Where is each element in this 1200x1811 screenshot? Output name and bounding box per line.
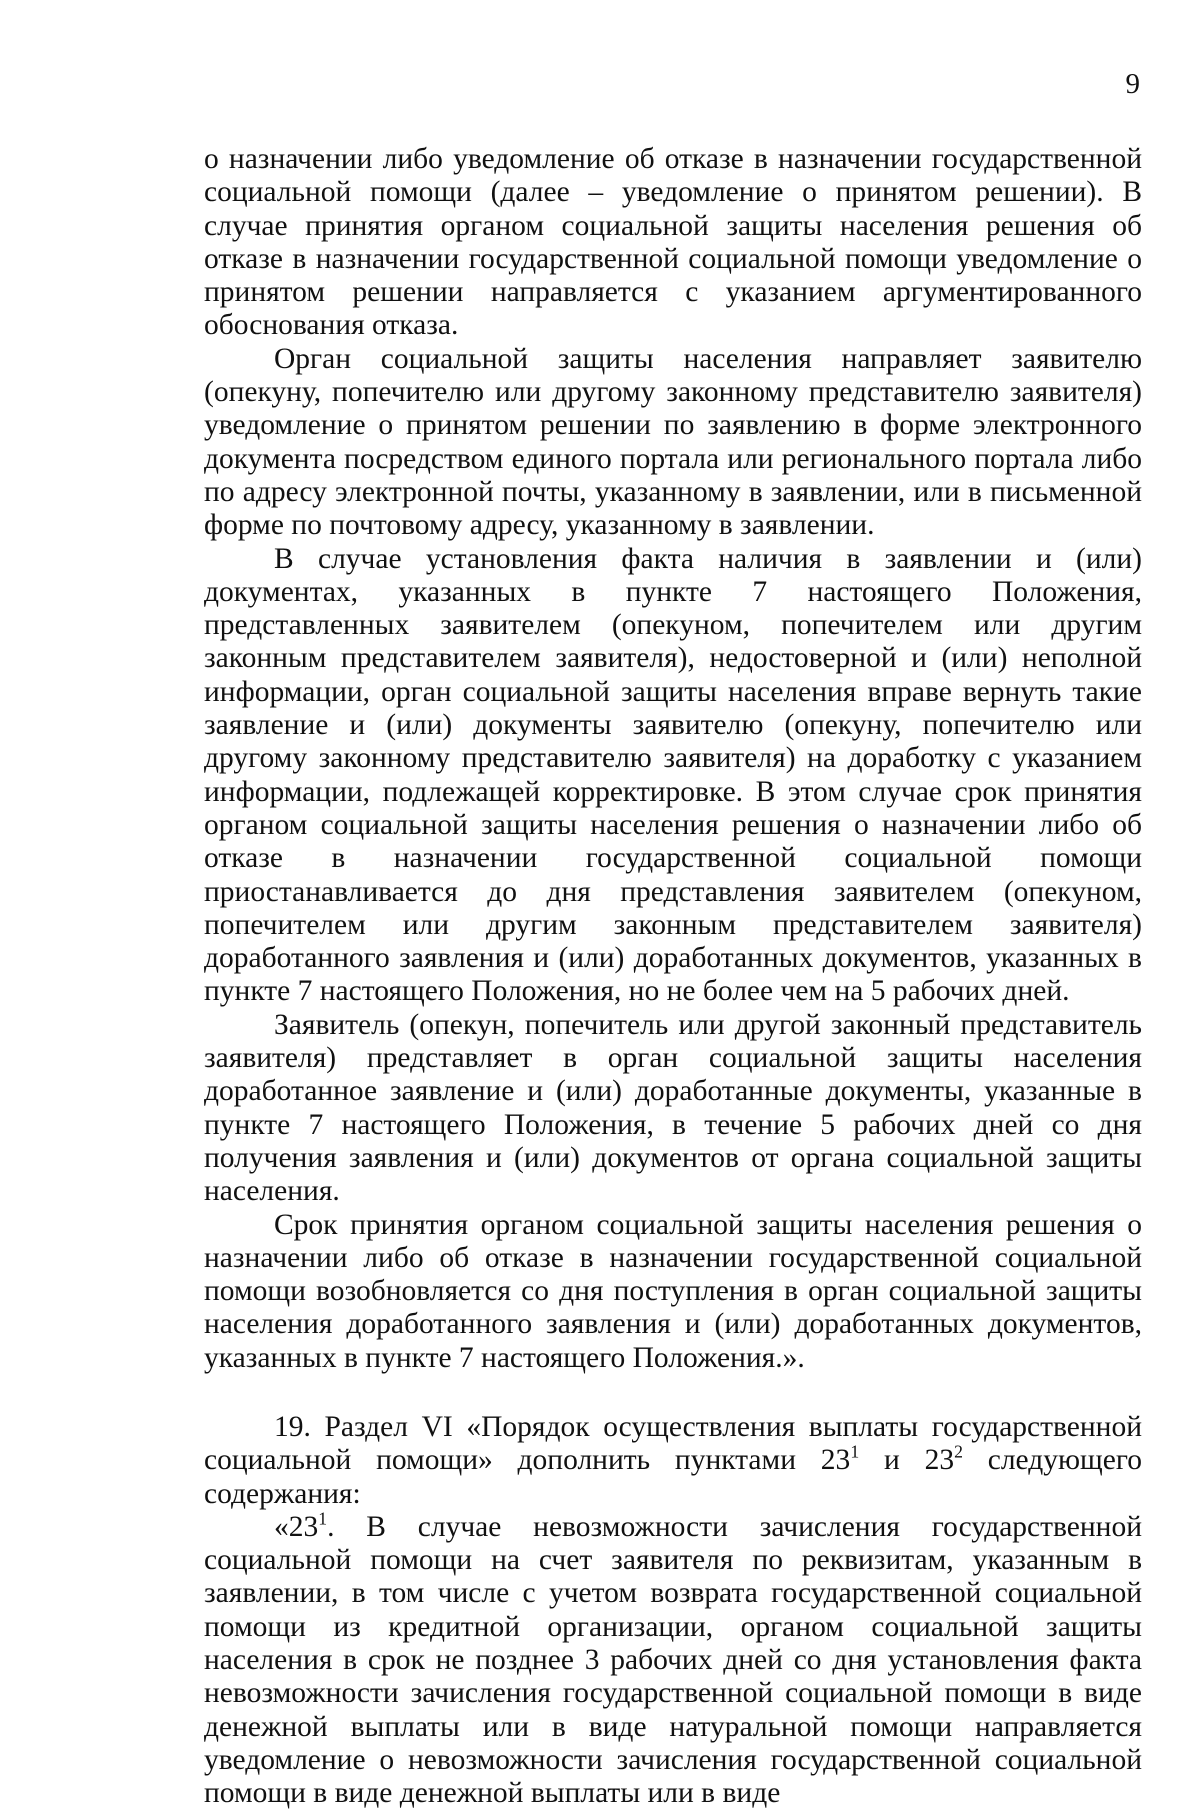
item-19-text-start: 19. Раздел VI «Порядок осуществления выплаты государственной социальной помощи» дополнить пунктами 23	[204, 1410, 1142, 1477]
item-19-superscript-1: 1	[850, 1441, 860, 1462]
paragraph-inaccurate-information: В случае установления факта наличия в заявлении и (или) документах, указанных в пункте 7 настоящего Положения, представленных заявителем (опекуном, попечителем или другим законным представителем заявителя), недостоверной и (или) неполной информации, орган социальной защиты населения вправе вернуть такие заявление и (или) документы заявителю (опекуну, попечителю или другому законному представителю заявителя) на доработку с указанием информации, подлежащей корректировке. В этом случае срок принятия органом социальной защиты населения решения о назначении либо об отказе в назначении государственной социальной помощи приостанавливается до дня представления заявителем (опекуном, попечителем или другим законным представителем заявителя) доработанного заявления и (или) доработанных документов, указанных в пункте 7 настоящего Положения, но не более чем на 5 рабочих дней.	[204, 542, 1142, 1008]
item-19-text-middle: и 23	[859, 1444, 955, 1477]
page-number: 9	[1125, 68, 1140, 100]
document-body	[204, 143, 1142, 1811]
paragraph-term-resumption: Срок принятия органом социальной защиты населения решения о назначении либо об отказе в назначении государственной социальной помощи возобновляется со дня поступления в орган социальной защиты населения доработанного заявления и (или) доработанных документов, указанных в пункте 7 настоящего Положения.».	[204, 1208, 1142, 1374]
item-23-1-prefix: «23	[274, 1510, 319, 1543]
item-23-1-superscript: 1	[318, 1508, 328, 1529]
item-19-superscript-2: 2	[954, 1441, 963, 1462]
paragraph-notice-continuation: о назначении либо уведомление об отказе в назначении государственной социальной помощи (далее – уведомление о принятом решении). В случае принятия органом социальной защиты населения решения об отказе в назначении государственной социальной помощи уведомление о принятом решении направляется с указанием аргументированного обоснования отказа.	[204, 143, 1142, 342]
paragraph-revised-submission: Заявитель (опекун, попечитель или другой законный представитель заявителя) представляет в орган социальной защиты населения доработанное заявление и (или) доработанные документы, указанные в пункте 7 настоящего Положения, в течение 5 рабочих дней со дня получения заявления и (или) документов от органа социальной защиты населения.	[204, 1008, 1142, 1208]
paragraph-item-19	[204, 1411, 1142, 1511]
item-19-text-end: следующего содержания:	[204, 1444, 1142, 1510]
paragraph-notification-method: Орган социальной защиты населения направляет заявителю (опекуну, попечителю или другому законному представителю заявителя) уведомление о принятом решении по заявлению в форме электронного документа посредством единого портала или регионального портала либо по адресу электронной почты, указанному в заявлении, или в письменной форме по почтовому адресу, указанному в заявлении.	[204, 342, 1142, 542]
item-23-1-text: . В случае невозможности зачисления государственной социальной помощи на счет заявителя по реквизитам, указанным в заявлении, в том числе с учетом возврата государственной социальной помощи из кредитной организации, органом социальной защиты населения в срок не позднее 3 рабочих дней со дня установления факта невозможности зачисления государственной социальной помощи в виде денежной выплаты или в виде натуральной помощи направляется уведомление о невозможности зачисления государственной социальной помощи в виде денежной выплаты или в виде	[204, 1510, 1142, 1810]
paragraph-item-23-1	[204, 1508, 1142, 1811]
